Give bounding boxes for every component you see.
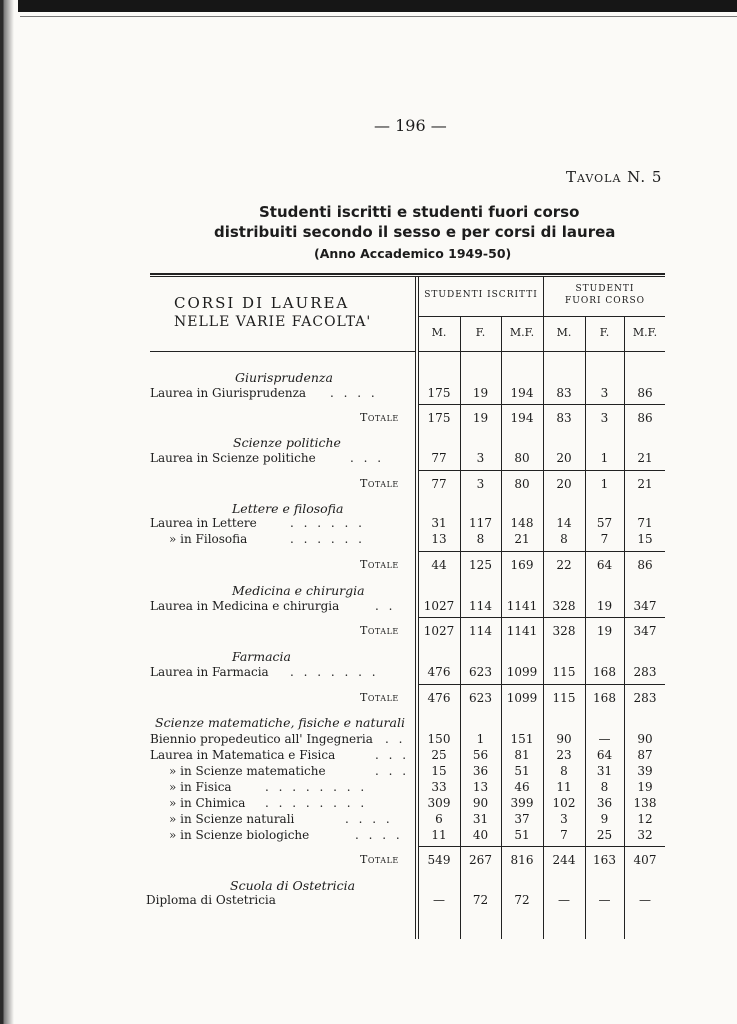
leader-dots: . . [375, 599, 396, 613]
value-cell: 90 [637, 732, 653, 746]
table-row [0, 732, 737, 748]
table-title-year: (Anno Accademico 1949-50) [314, 246, 512, 261]
total-rule [418, 470, 665, 471]
total-label: Totale [360, 624, 399, 637]
total-row [0, 624, 737, 640]
scan-top-line [20, 16, 737, 17]
faculty-title: Giurisprudenza [235, 370, 333, 385]
table-row [0, 764, 737, 780]
total-label: Totale [360, 558, 399, 571]
leader-dots: . . . . . . . . [265, 780, 368, 794]
value-cell: 138 [633, 796, 657, 810]
value-cell: 33 [431, 780, 447, 794]
leader-dots: . . . [375, 748, 410, 762]
header-top-rule-thin [150, 276, 665, 277]
header-top-rule [150, 273, 665, 275]
scan-top-border [0, 0, 737, 12]
faculty-title: Scienze matematiche, fisiche e naturali [155, 715, 405, 730]
total-label: Totale [360, 477, 399, 490]
value-cell: 31 [596, 764, 613, 778]
course-label: Biennio propedeutico all' Ingegneria [150, 732, 373, 746]
leader-dots: . . . . . . . [290, 665, 379, 679]
course-label: » in Fisica [169, 780, 232, 794]
total-row [0, 691, 737, 707]
value-cell: 8 [476, 532, 485, 546]
value-cell: 36 [472, 764, 489, 778]
total-cell: 77 [431, 477, 447, 491]
value-cell: 115 [552, 665, 576, 679]
faculty-title: Scienze politiche [233, 435, 341, 450]
value-cell: 37 [514, 812, 530, 826]
value-cell: 80 [514, 451, 530, 465]
value-cell: 15 [431, 764, 447, 778]
value-cell: 151 [510, 732, 534, 746]
value-cell: 12 [637, 812, 653, 826]
leader-dots: . . . . . . [290, 516, 365, 530]
value-cell: — [639, 893, 651, 907]
value-cell: 46 [514, 780, 530, 794]
total-label: Totale [360, 853, 399, 866]
value-cell: 72 [514, 893, 530, 907]
table-row [0, 796, 737, 812]
leader-dots: . . . [375, 764, 410, 778]
total-cell: 816 [510, 853, 534, 867]
faculty-title: Farmacia [232, 649, 292, 664]
value-cell: 148 [510, 516, 534, 530]
value-cell: 8 [560, 532, 568, 546]
total-cell: 476 [427, 691, 451, 705]
total-cell: 623 [469, 691, 492, 705]
value-cell: 9 [600, 812, 609, 826]
leader-dots: . . . . [345, 812, 393, 826]
value-cell: 71 [637, 516, 653, 530]
course-label: Laurea in Medicina e chirurgia [150, 599, 340, 613]
total-cell: 244 [552, 853, 576, 867]
table-row [0, 812, 737, 828]
value-cell: 1027 [423, 599, 455, 613]
value-cell: 3 [600, 386, 609, 400]
leader-dots: . . . . [355, 828, 403, 842]
course-label: Laurea in Giurisprudenza [150, 386, 307, 400]
value-cell: 8 [600, 780, 609, 794]
course-label: Diploma di Ostetricia [146, 893, 276, 907]
header-bottom-rule-left [150, 351, 415, 352]
total-cell: 267 [469, 853, 492, 867]
faculty-title: Scuola di Ostetricia [230, 878, 356, 893]
total-row [0, 477, 737, 493]
value-cell: 150 [427, 732, 451, 746]
leader-dots: . . [385, 732, 406, 746]
value-cell: 15 [637, 532, 653, 546]
value-cell: 83 [556, 386, 572, 400]
value-cell: 11 [556, 780, 572, 794]
header-m-fuori: M. [556, 326, 572, 339]
value-cell: 8 [560, 764, 568, 778]
total-cell: 1 [600, 477, 609, 491]
course-label: » in Filosofia [169, 532, 248, 546]
table-title-line2: distribuiti secondo il sesso e per corsi di laurea [214, 223, 616, 241]
value-cell: 19 [596, 599, 613, 613]
total-cell: 22 [556, 558, 572, 572]
leader-dots: . . . . . . [290, 532, 365, 546]
value-cell: 7 [600, 532, 609, 546]
faculty-title: Medicina e chirurgia [232, 583, 365, 598]
leader-dots: . . . . . . . . [265, 796, 368, 810]
total-rule [418, 617, 665, 618]
total-cell: 64 [596, 558, 613, 572]
header-sub-rule [418, 316, 665, 317]
total-rule [418, 684, 665, 685]
total-cell: 347 [633, 624, 657, 638]
table-row [0, 451, 737, 467]
total-cell: 163 [593, 853, 616, 867]
total-cell: 1099 [506, 691, 538, 705]
total-cell: 114 [469, 624, 492, 638]
total-rule [418, 404, 665, 405]
value-cell: 32 [637, 828, 653, 842]
value-cell: 117 [469, 516, 492, 530]
value-cell: 72 [472, 893, 489, 907]
total-cell: 1141 [506, 624, 538, 638]
header-bottom-rule-right [418, 351, 665, 352]
scan-left-edge [0, 0, 18, 1024]
value-cell: 1141 [506, 599, 538, 613]
value-cell: — [598, 893, 611, 907]
value-cell: 476 [427, 665, 451, 679]
course-label: » in Scienze naturali [169, 812, 295, 826]
value-cell: 6 [435, 812, 443, 826]
value-cell: 51 [514, 764, 530, 778]
table-row [0, 532, 737, 548]
table-title-line1: Studenti iscritti e studenti fuori corso [259, 203, 580, 221]
value-cell: 81 [514, 748, 530, 762]
value-cell: 77 [431, 451, 447, 465]
table-row [0, 748, 737, 764]
value-cell: 194 [510, 386, 534, 400]
value-cell: 31 [472, 812, 489, 826]
value-cell: 25 [431, 748, 447, 762]
header-f: F. [475, 326, 486, 339]
course-label: » in Scienze biologiche [169, 828, 310, 842]
value-cell: 31 [431, 516, 447, 530]
value-cell: 90 [556, 732, 572, 746]
table-row [0, 599, 737, 615]
total-cell: 175 [427, 411, 451, 425]
header-m: M. [431, 326, 447, 339]
value-cell: 399 [510, 796, 534, 810]
course-label: Laurea in Lettere [150, 516, 257, 530]
header-f-fuori: F. [599, 326, 610, 339]
value-cell: 21 [514, 532, 530, 546]
table-row [0, 665, 737, 681]
total-cell: 19 [596, 624, 613, 638]
value-cell: 19 [637, 780, 653, 794]
table-row [0, 386, 737, 402]
value-cell: 309 [427, 796, 451, 810]
value-cell: 347 [633, 599, 657, 613]
value-cell: 39 [637, 764, 653, 778]
course-label: » in Chimica [169, 796, 246, 810]
value-cell: 3 [476, 451, 485, 465]
value-cell: 7 [560, 828, 568, 842]
value-cell: 168 [593, 665, 616, 679]
value-cell: 23 [556, 748, 572, 762]
total-row [0, 411, 737, 427]
total-row [0, 558, 737, 574]
value-cell: 20 [556, 451, 572, 465]
value-cell: 11 [431, 828, 447, 842]
total-cell: 21 [637, 477, 653, 491]
total-rule [418, 846, 665, 847]
total-cell: 3 [600, 411, 609, 425]
leader-dots: . . . [350, 451, 385, 465]
total-cell: 328 [552, 624, 576, 638]
table-row [0, 516, 737, 532]
page-number: — 196 — [374, 116, 447, 135]
value-cell: 13 [472, 780, 489, 794]
header-corsi: CORSI DI LAUREA [174, 294, 350, 312]
header-studenti-iscritti: STUDENTI ISCRITTI [424, 290, 538, 300]
value-cell: 114 [469, 599, 492, 613]
course-label: » in Scienze matematiche [169, 764, 326, 778]
value-cell: — [558, 893, 570, 907]
value-cell: 19 [472, 386, 489, 400]
value-cell: 1099 [506, 665, 538, 679]
total-label: Totale [360, 411, 399, 424]
value-cell: 36 [596, 796, 613, 810]
value-cell: 56 [472, 748, 489, 762]
value-cell: 175 [427, 386, 451, 400]
total-rule [418, 551, 665, 552]
course-label: Laurea in Farmacia [150, 665, 269, 679]
value-cell: 102 [552, 796, 576, 810]
total-cell: 407 [633, 853, 657, 867]
total-cell: 80 [514, 477, 530, 491]
value-cell: 51 [514, 828, 530, 842]
table-row [0, 828, 737, 844]
course-label: Laurea in Scienze politiche [150, 451, 316, 465]
total-cell: 169 [510, 558, 534, 572]
total-cell: 115 [552, 691, 576, 705]
table-row [0, 893, 737, 909]
value-cell: 40 [472, 828, 489, 842]
course-label: Laurea in Matematica e Fisica [150, 748, 336, 762]
total-cell: 1027 [423, 624, 455, 638]
total-cell: 3 [476, 477, 485, 491]
total-cell: 125 [469, 558, 492, 572]
leader-dots: . . . . [330, 386, 378, 400]
total-cell: 168 [593, 691, 616, 705]
value-cell: 21 [637, 451, 653, 465]
value-cell: 283 [633, 665, 657, 679]
header-studenti: STUDENTI [575, 284, 635, 294]
total-cell: 20 [556, 477, 572, 491]
total-cell: 549 [427, 853, 451, 867]
table-label: Tavola N. 5 [566, 168, 663, 186]
value-cell: 14 [556, 516, 572, 530]
value-cell: — [598, 732, 611, 746]
header-mf: M.F. [509, 326, 535, 339]
total-cell: 44 [431, 558, 447, 572]
table-row [0, 780, 737, 796]
header-mf-fuori: M.F. [632, 326, 658, 339]
value-cell: — [433, 893, 445, 907]
value-cell: 25 [596, 828, 613, 842]
total-cell: 19 [472, 411, 489, 425]
faculty-title: Lettere e filosofia [232, 501, 344, 516]
value-cell: 3 [560, 812, 568, 826]
value-cell: 57 [596, 516, 613, 530]
value-cell: 13 [431, 532, 447, 546]
value-cell: 1 [476, 732, 485, 746]
header-facolta: NELLE VARIE FACOLTA' [174, 314, 372, 330]
value-cell: 86 [637, 386, 653, 400]
value-cell: 64 [596, 748, 613, 762]
total-cell: 194 [510, 411, 534, 425]
total-row [0, 853, 737, 869]
total-label: Totale [360, 691, 399, 704]
value-cell: 328 [552, 599, 576, 613]
total-cell: 86 [637, 558, 653, 572]
value-cell: 87 [637, 748, 653, 762]
value-cell: 1 [600, 451, 609, 465]
value-cell: 90 [472, 796, 489, 810]
header-fuori-corso: FUORI CORSO [565, 296, 645, 306]
total-cell: 83 [556, 411, 572, 425]
total-cell: 283 [633, 691, 657, 705]
value-cell: 623 [469, 665, 492, 679]
total-cell: 86 [637, 411, 653, 425]
